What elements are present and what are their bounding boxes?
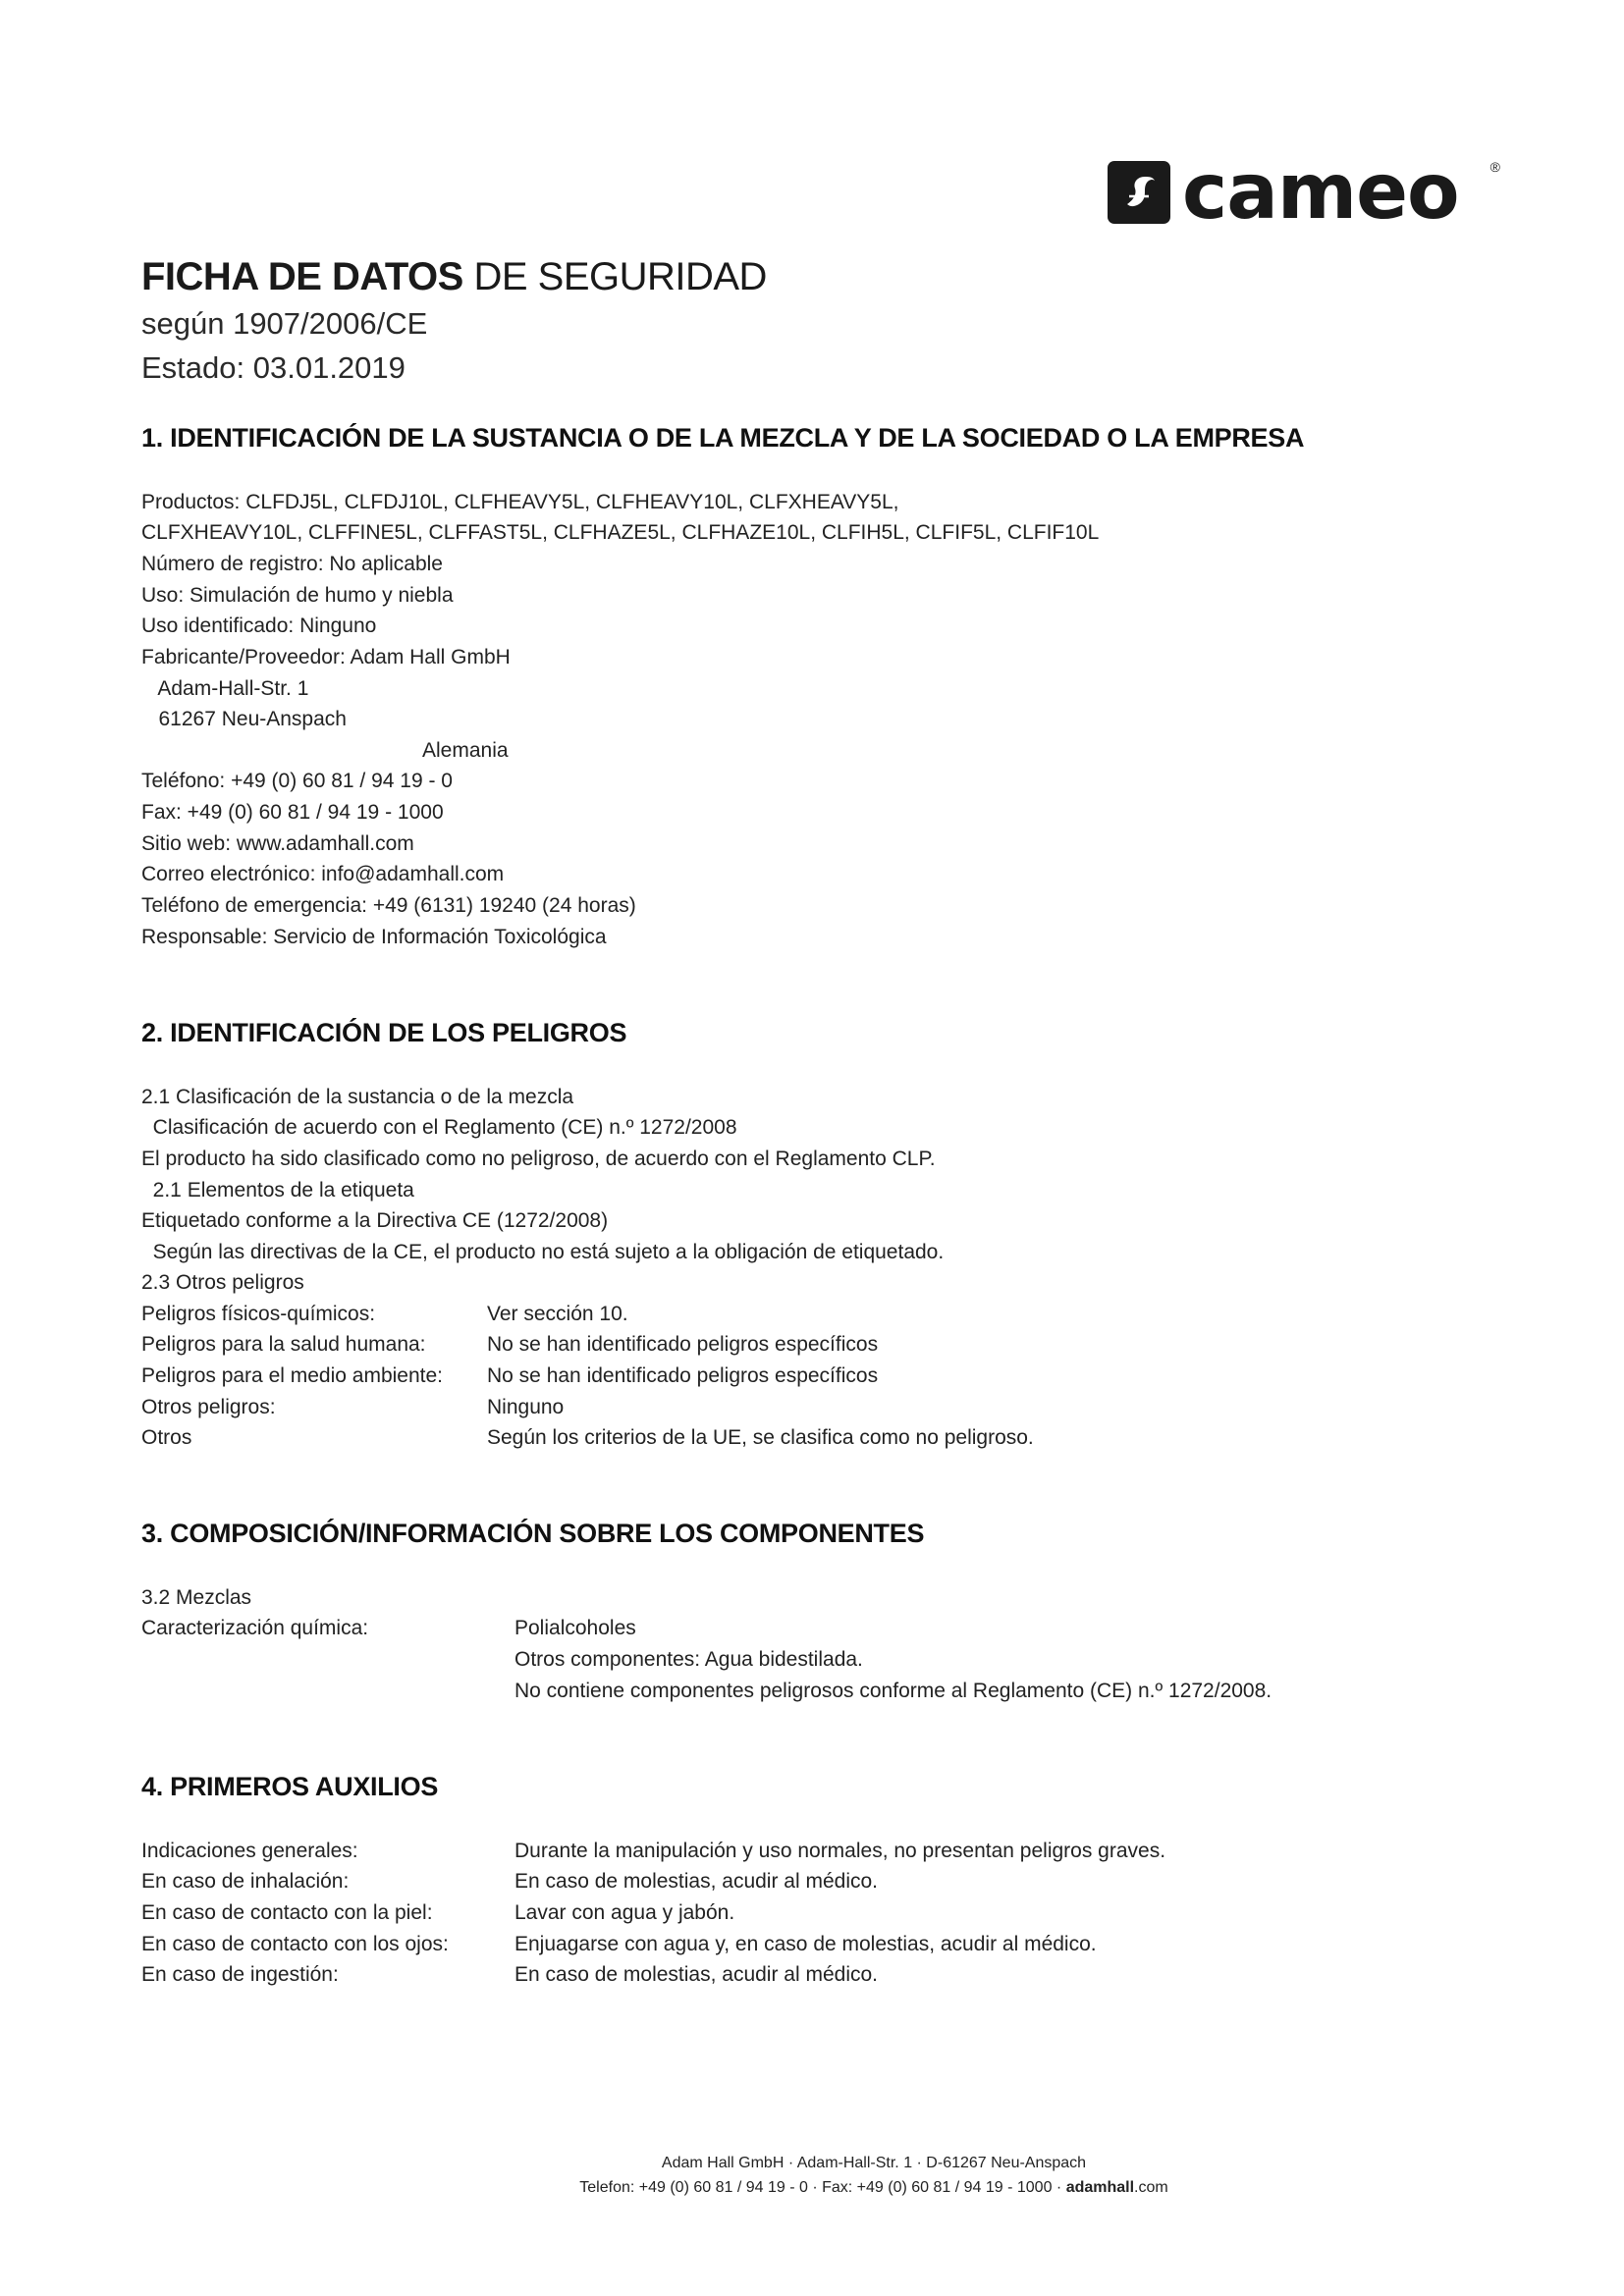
footer-domain-bold: adamhall [1065, 2179, 1135, 2196]
s3-chemical-char-label: Caracterización química: [141, 1617, 369, 1639]
s4-value-ingestion: En caso de molestias, acudir al médico. [514, 1963, 879, 1986]
registered-mark: ® [1489, 159, 1500, 175]
footer-address-text: Adam Hall GmbH · Adam-Hall-Str. 1 · D-61267 Neu-Anspach [661, 2155, 1087, 2171]
s1-registration: Número de registro: No aplicable [141, 553, 443, 575]
s2-hazard-label-others: Otros [141, 1426, 192, 1449]
s1-products-cont: CLFXHEAVY10L, CLFFINE5L, CLFFAST5L, CLFHAZE5L, CLFHAZE10L, CLFIH5L, CLFIF5L, CLFIF10L [141, 521, 1100, 544]
s2-hazard-label-environment: Peligros para el medio ambiente: [141, 1364, 444, 1387]
s2-hazard-label-other: Otros peligros: [141, 1396, 276, 1418]
s1-email: Correo electrónico: info@adamhall.com [141, 863, 505, 885]
s1-country: Alemania [422, 739, 509, 762]
s4-label-general: Indicaciones generales: [141, 1840, 358, 1862]
s2-classification: 2.1 Clasificación de la sustancia o de la mezcla [141, 1086, 574, 1108]
title-light: DE SEGURIDAD [473, 255, 767, 298]
s4-label-ingestion: En caso de ingestión: [141, 1963, 339, 1986]
cameo-logo [1108, 148, 1500, 237]
footer-phone-fax: Telefon: +49 (0) 60 81 / 94 19 - 0 · Fax: +49 (0) 60 81 / 94 19 - 1000 · [579, 2179, 1066, 2196]
s1-responsible: Responsable: Servicio de Información Toxicológica [141, 926, 607, 948]
s1-street: Adam-Hall-Str. 1 [141, 677, 309, 700]
s2-labelling-exempt: Según las directivas de la CE, el producto no está sujeto a la obligación de etiquetado. [141, 1241, 945, 1263]
s2-hazard-value-physchem: Ver sección 10. [487, 1303, 628, 1325]
s4-value-inhalation: En caso de molestias, acudir al médico. [514, 1870, 879, 1893]
s2-classification-reg: Clasificación de acuerdo con el Reglamento (CE) n.º 1272/2008 [141, 1116, 737, 1139]
section3-heading: 3. COMPOSICIÓN/INFORMACIÓN SOBRE LOS COMPONENTES [141, 1519, 925, 1548]
s2-labelling-directive: Etiquetado conforme a la Directiva CE (1272/2008) [141, 1209, 609, 1232]
s4-value-general: Durante la manipulación y uso normales, no presentan peligros graves. [514, 1840, 1166, 1862]
s2-other-hazards: 2.3 Otros peligros [141, 1271, 304, 1294]
cameo-logo-icon [1108, 161, 1170, 224]
s4-value-eyes: Enjuagarse con agua y, en caso de molestias, acudir al médico. [514, 1933, 1097, 1955]
s1-identified-use: Uso identificado: Ninguno [141, 614, 377, 637]
s1-use: Uso: Simulación de humo y niebla [141, 584, 454, 607]
s3-no-hazardous: No contiene componentes peligrosos conforme al Reglamento (CE) n.º 1272/2008. [514, 1680, 1272, 1702]
s4-label-skin: En caso de contacto con la piel: [141, 1901, 433, 1924]
section2-heading: 2. IDENTIFICACIÓN DE LOS PELIGROS [141, 1018, 627, 1047]
document-title [141, 253, 767, 300]
s3-polyalcohols: Polialcoholes [514, 1617, 636, 1639]
s1-products: Productos: CLFDJ5L, CLFDJ10L, CLFHEAVY5L, CLFHEAVY10L, CLFXHEAVY5L, [141, 491, 899, 513]
cameo-logo-text: cameo [1182, 148, 1459, 237]
s1-manufacturer: Fabricante/Proveedor: Adam Hall GmbH [141, 646, 511, 668]
s1-website: Sitio web: www.adamhall.com [141, 832, 414, 855]
s3-mixtures: 3.2 Mezclas [141, 1586, 252, 1609]
s1-emergency-phone: Teléfono de emergencia: +49 (6131) 19240 (24 horas) [141, 894, 636, 917]
s2-hazard-label-physchem: Peligros físicos-químicos: [141, 1303, 376, 1325]
s2-hazard-value-others: Según los criterios de la UE, se clasifica como no peligroso. [487, 1426, 1034, 1449]
s2-hazard-value-health: No se han identificado peligros específicos [487, 1333, 879, 1356]
s4-value-skin: Lavar con agua y jabón. [514, 1901, 735, 1924]
s2-hazard-value-environment: No se han identificado peligros específicos [487, 1364, 879, 1387]
regulation-line: según 1907/2006/CE [141, 306, 428, 341]
s1-phone: Teléfono: +49 (0) 60 81 / 94 19 - 0 [141, 770, 453, 792]
footer-contact-line [383, 2177, 1365, 2199]
status-date: Estado: 03.01.2019 [141, 350, 406, 385]
s4-label-inhalation: En caso de inhalación: [141, 1870, 350, 1893]
section1-heading: 1. IDENTIFICACIÓN DE LA SUSTANCIA O DE LA MEZCLA Y DE LA SOCIEDAD O LA EMPRESA [141, 423, 1305, 453]
s2-classified-non-hazardous: El producto ha sido clasificado como no peligroso, de acuerdo con el Reglamento CLP. [141, 1148, 936, 1170]
s2-label-elements: 2.1 Elementos de la etiqueta [141, 1179, 414, 1201]
s3-other-components: Otros componentes: Agua bidestilada. [514, 1648, 863, 1671]
s2-hazard-label-health: Peligros para la salud humana: [141, 1333, 426, 1356]
s1-fax: Fax: +49 (0) 60 81 / 94 19 - 1000 [141, 801, 444, 824]
section4-heading: 4. PRIMEROS AUXILIOS [141, 1772, 439, 1801]
title-bold: FICHA DE DATOS [141, 255, 463, 298]
s1-city: 61267 Neu-Anspach [141, 708, 347, 730]
footer-domain-suffix: .com [1134, 2179, 1168, 2196]
s4-label-eyes: En caso de contacto con los ojos: [141, 1933, 449, 1955]
s2-hazard-value-other: Ninguno [487, 1396, 565, 1418]
